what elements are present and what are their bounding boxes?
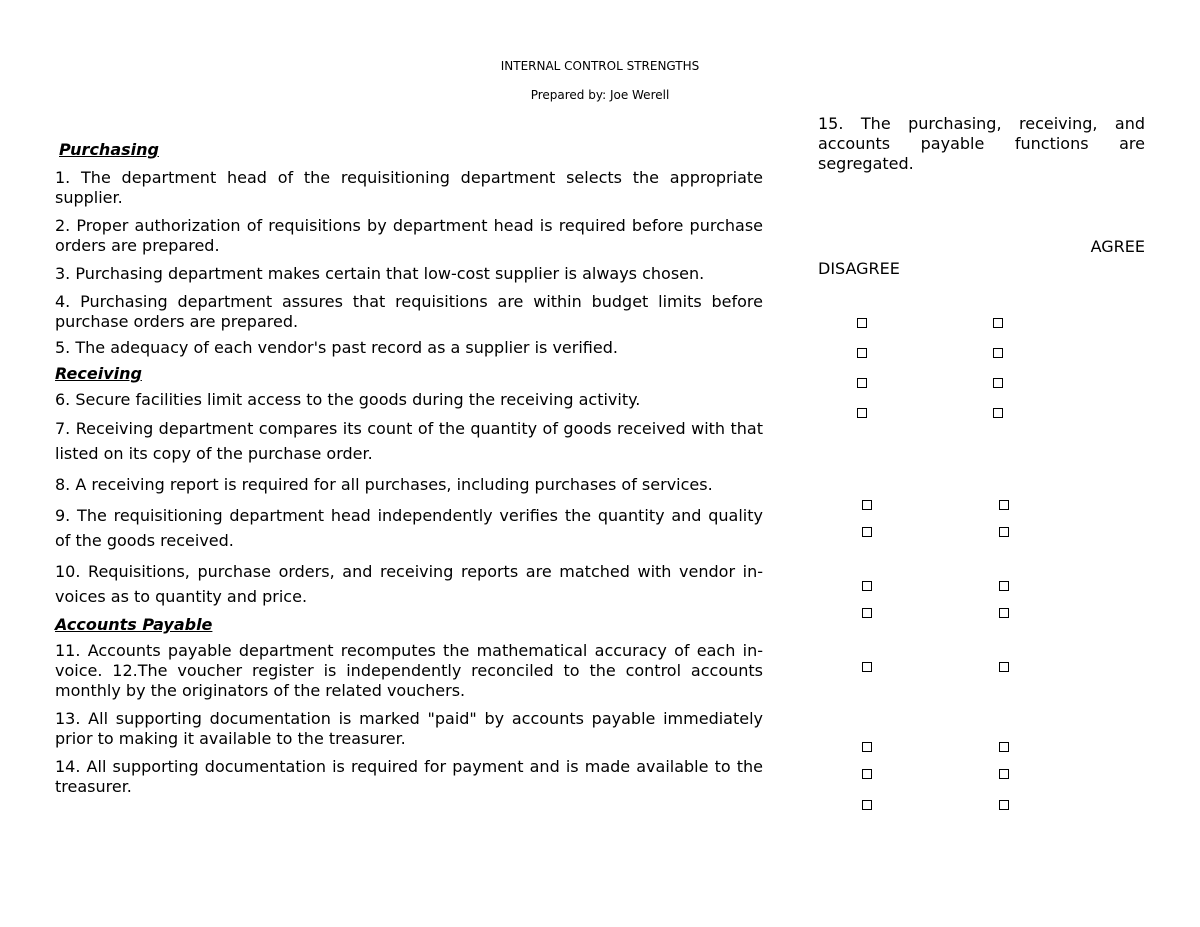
- question-15-column: [818, 114, 1145, 174]
- question-10: 10. Requisitions, purchase orders, and receiving reports are matched with vendor in- voices as to quantity and price.: [55, 562, 763, 606]
- checkbox-row-9-left[interactable]: [862, 662, 872, 672]
- checkbox-row-11-left[interactable]: [862, 769, 872, 779]
- disagree-header: DISAGREE: [818, 259, 900, 278]
- checkbox-row-9-right[interactable]: [999, 662, 1009, 672]
- section-heading-receiving: Receiving: [55, 364, 142, 383]
- checkbox-row-10-left[interactable]: [862, 742, 872, 752]
- checkbox-row-4-right[interactable]: [993, 408, 1003, 418]
- checkbox-row-8-left[interactable]: [862, 608, 872, 618]
- checkbox-row-8-right[interactable]: [999, 608, 1009, 618]
- checkbox-row-6-left[interactable]: [862, 527, 872, 537]
- checkbox-row-1-left[interactable]: [857, 318, 867, 328]
- checkbox-row-7-right[interactable]: [999, 581, 1009, 591]
- checkbox-row-3-right[interactable]: [993, 378, 1003, 388]
- checkbox-row-5-right[interactable]: [999, 500, 1009, 510]
- checkbox-row-5-left[interactable]: [862, 500, 872, 510]
- agree-header: AGREE: [1090, 237, 1145, 256]
- question-1: 1. The department head of the requisitioning department selects the appropriate supplier.: [55, 168, 763, 207]
- checkbox-row-7-left[interactable]: [862, 581, 872, 591]
- checkbox-row-1-right[interactable]: [993, 318, 1003, 328]
- question-14: 14. All supporting documentation is required for payment and is made available to the treasurer.: [55, 757, 763, 796]
- question-11-12: 11. Accounts payable department recomputes the mathematical accuracy of each in- voice. 12.The voucher register is independently reconciled to the control accounts monthly by the originators of the related vouchers.: [55, 641, 763, 700]
- question-6: 6. Secure facilities limit access to the goods during the receiving activity.: [55, 390, 641, 409]
- checkbox-row-2-left[interactable]: [857, 348, 867, 358]
- question-15: 15. The purchasing, receiving, and accounts payable functions are segregated.: [818, 114, 1145, 173]
- section-heading-purchasing: Purchasing: [59, 140, 159, 159]
- prepared-by: Prepared by: Joe Werell: [530, 88, 670, 102]
- checkbox-row-10-right[interactable]: [999, 742, 1009, 752]
- question-4: 4. Purchasing department assures that requisitions are within budget limits before purchase orders are prepared.: [55, 292, 763, 331]
- question-2: 2. Proper authorization of requisitions by department head is required before purchase orders are prepared.: [55, 216, 763, 255]
- document-title: INTERNAL CONTROL STRENGTHS: [500, 59, 700, 73]
- question-3: 3. Purchasing department makes certain that low-cost supplier is always chosen.: [55, 264, 705, 283]
- checkbox-row-4-left[interactable]: [857, 408, 867, 418]
- question-5: 5. The adequacy of each vendor's past record as a supplier is verified.: [55, 338, 618, 357]
- checkbox-row-3-left[interactable]: [857, 378, 867, 388]
- checkbox-row-12-right[interactable]: [999, 800, 1009, 810]
- section-heading-accounts-payable: Accounts Payable: [55, 615, 213, 634]
- checkbox-row-11-right[interactable]: [999, 769, 1009, 779]
- question-13: 13. All supporting documentation is marked "paid" by accounts payable immediately prior to making it available to the treasurer.: [55, 709, 763, 748]
- question-7: 7. Receiving department compares its count of the quantity of goods received with that listed on its copy of the purchase order.: [55, 419, 763, 463]
- questions-column: [55, 140, 763, 797]
- checkbox-row-2-right[interactable]: [993, 348, 1003, 358]
- question-9: 9. The requisitioning department head independently verifies the quantity and quality of the goods received.: [55, 506, 763, 550]
- checkbox-row-6-right[interactable]: [999, 527, 1009, 537]
- checkbox-row-12-left[interactable]: [862, 800, 872, 810]
- question-8: 8. A receiving report is required for all purchases, including purchases of services.: [55, 475, 713, 494]
